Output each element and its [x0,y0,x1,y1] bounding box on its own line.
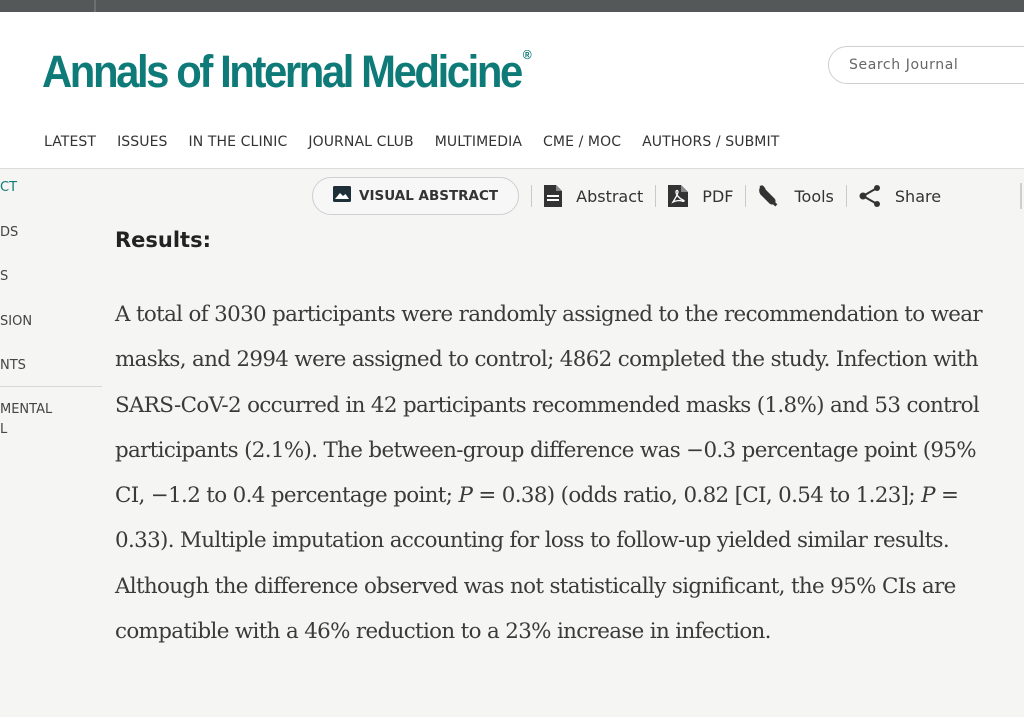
results-heading: Results: [115,228,211,252]
results-text-part-3: = 0.33). Multiple imputation accounting for loss to follow-up yielded similar results. Although the difference observed was not statistically significant, the 95% CIs are compatible with a 46% reduction to a 23% increase in infection. [115,483,959,645]
site-header [0,12,1024,169]
nav-authors-submit[interactable]: AUTHORS / SUBMIT [642,134,780,150]
wrench-icon [758,185,780,207]
results-paragraph [115,292,1000,654]
p-value-label: P [458,483,473,509]
share-icon [859,185,881,207]
results-text-part-2: = 0.38) (odds ratio, 0.82 [CI, 0.54 to 1.23]; [472,483,922,509]
article-section-sidebar [0,169,102,717]
sidebar-item-supplemental-line2[interactable]: L [0,422,8,437]
tools-button[interactable] [758,185,833,207]
logo-text: Annals of Internal Medicine [42,46,521,97]
sidebar-item-methods[interactable]: DS [0,225,19,240]
nav-latest[interactable]: LATEST [44,134,97,150]
share-button[interactable] [859,185,941,207]
sidebar-item-abstract[interactable]: CT [0,180,18,195]
toolbar-separator [655,185,656,207]
browser-top-bar [0,0,1024,12]
sidebar-item-results[interactable]: S [0,269,9,284]
visual-abstract-button[interactable] [312,177,519,215]
p-value-label: P [921,483,935,509]
abstract-label: Abstract [576,186,644,206]
sidebar-divider [0,386,102,387]
nav-cme-moc[interactable]: CME / MOC [543,134,622,150]
nav-issues[interactable]: ISSUES [117,134,168,150]
pdf-button[interactable] [668,185,733,207]
sidebar-item-discussion[interactable]: SION [0,314,33,329]
pdf-label: PDF [702,186,734,206]
nav-multimedia[interactable]: MULTIMEDIA [434,134,523,150]
image-icon [333,186,351,206]
logo-registered-mark: ® [522,47,532,62]
nav-journal-club[interactable]: JOURNAL CLUB [308,134,414,150]
abstract-button[interactable] [544,185,643,207]
search-input[interactable] [849,47,1009,83]
visual-abstract-label: VISUAL ABSTRACT [359,188,499,204]
results-text-part-1: A total of 3030 participants were randomly assigned to the recommendation to wear masks, and 2994 were assigned to control; 4862 completed the study. Infection with SARS-CoV-2 occurred in 42 participants recommended masks (1.8%) and 53 control participants (2.1%). The between-group difference was −0.3 percentage point (95% CI, −1.2 to 0.4 percentage point; [115,302,982,509]
sidebar-item-supplemental[interactable]: MENTAL [0,402,53,417]
toolbar-edge-divider [1020,183,1022,209]
share-label: Share [894,186,942,206]
top-bar-divider [94,0,96,12]
nav-in-the-clinic[interactable]: IN THE CLINIC [188,134,288,150]
main-nav [44,134,800,150]
document-icon [544,185,562,207]
article-toolbar [312,176,941,216]
tools-label: Tools [794,186,834,206]
search-box[interactable] [828,46,1024,84]
toolbar-separator [745,185,746,207]
sidebar-item-comments[interactable]: NTS [0,358,26,373]
toolbar-separator [846,185,847,207]
journal-logo[interactable] [42,46,532,98]
toolbar-separator [531,185,532,207]
pdf-file-icon [668,185,688,207]
